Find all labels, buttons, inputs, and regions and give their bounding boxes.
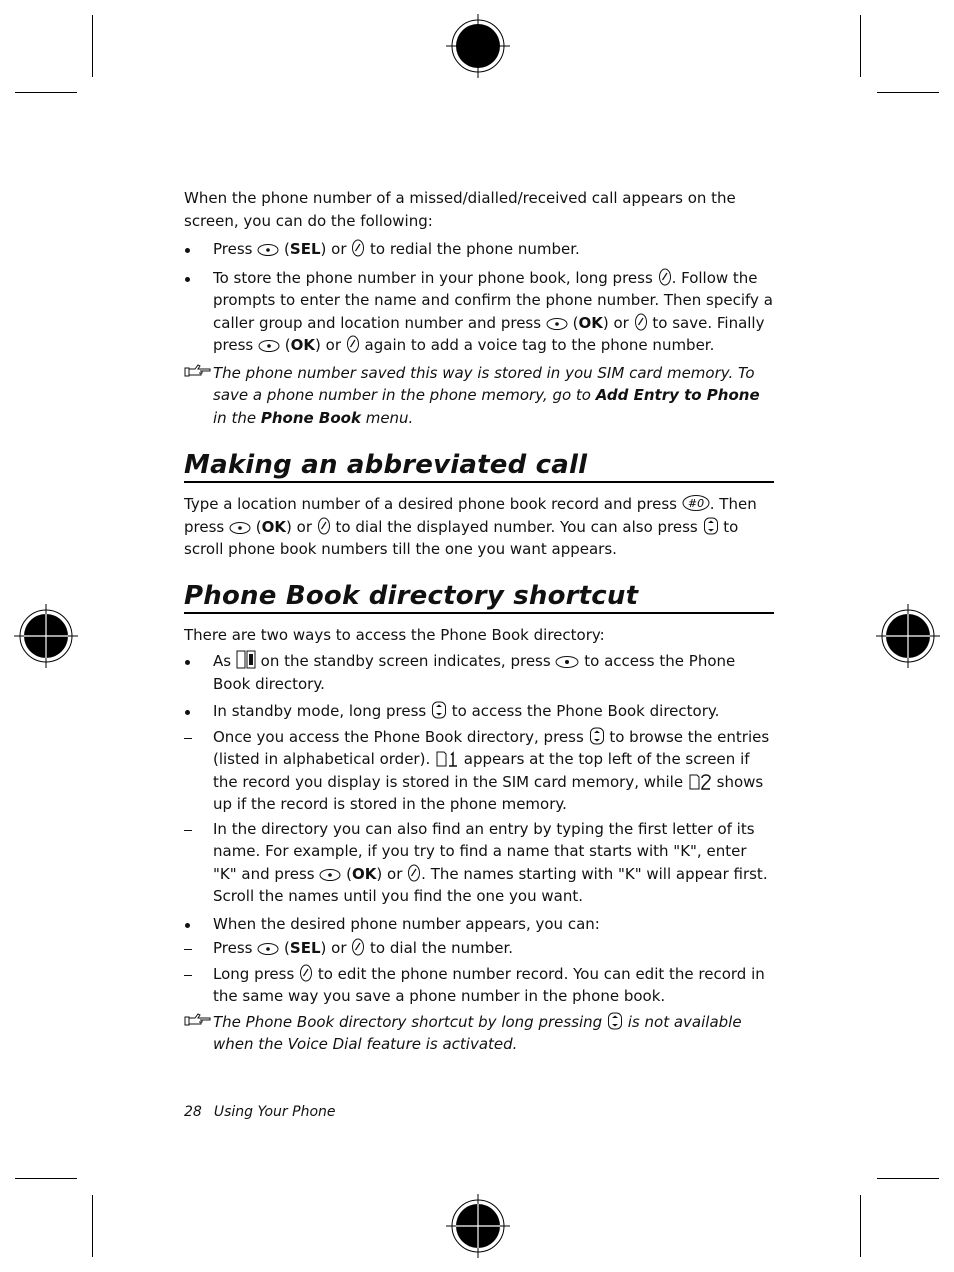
soft-key-icon (546, 317, 568, 331)
text: to access the Phone Book directory. (451, 702, 720, 720)
text: ( (284, 240, 290, 258)
registration-mark-icon (446, 1194, 510, 1258)
crop-mark (92, 1195, 93, 1257)
list-item (184, 726, 774, 816)
soft-key-icon (229, 521, 251, 535)
text: In standby mode, long press (213, 702, 427, 720)
text: to dial the number. (370, 939, 514, 957)
page-number: 28 (184, 1104, 202, 1120)
list-item (184, 700, 774, 723)
crop-mark (860, 1195, 861, 1257)
text: ) or (602, 313, 629, 332)
section-heading: Phone Book directory shortcut (184, 580, 774, 614)
section-paragraph: There are two ways to access the Phone Book directory: (184, 625, 605, 644)
note-hand-icon (184, 1012, 212, 1028)
scroll-key-icon (607, 1012, 623, 1030)
send-key-icon (346, 335, 360, 353)
text: is not available when the Voice Dial feature is activated. (213, 1012, 742, 1053)
page-footer (184, 1104, 336, 1120)
soft-key-icon (258, 339, 280, 353)
crop-mark (92, 15, 93, 77)
list-item (184, 267, 774, 357)
scroll-key-icon (431, 701, 447, 719)
text: Press (213, 240, 253, 258)
text: ) or (286, 517, 312, 536)
text: The phone number saved this way is stored in you SIM card memory. To save a phone number in the phone memory, go to (213, 363, 755, 404)
list-item (184, 913, 774, 936)
scroll-key-icon (589, 727, 605, 745)
soft-key-icon (319, 868, 341, 882)
phone-memory-icon (688, 772, 712, 790)
text: The Phone Book directory shortcut by long pressing (213, 1012, 603, 1031)
text: shows up if the record is stored in the phone memory. (213, 772, 764, 813)
crop-mark (15, 1178, 77, 1179)
text: Type a location number of a desired phone book record and press (184, 495, 677, 513)
text: Press (213, 939, 253, 957)
ok-label: OK (352, 864, 377, 883)
text: appears at the top left of the screen if the record you display is stored in the SIM card memory, while (213, 750, 750, 791)
svg-text:#0: #0 (687, 497, 704, 510)
list-item (184, 650, 774, 695)
text: As (213, 652, 232, 670)
text: . The names starting with "K" will appear first. Scroll the names until you find the one you want. (213, 864, 768, 905)
hash-key-icon (682, 494, 710, 512)
text: again to add a voice tag to the phone number. (364, 336, 715, 354)
text: ) or (315, 336, 341, 354)
text: . Follow the prompts to enter the name and confirm the phone number. Then specify a caller group and location number and press (213, 268, 773, 332)
text: ( (346, 864, 353, 883)
crop-mark (15, 92, 77, 93)
soft-key-icon (257, 942, 279, 956)
crop-mark (877, 92, 939, 93)
list-item (184, 238, 774, 261)
sel-label: SEL (289, 240, 321, 258)
send-key-icon (407, 864, 421, 882)
text: to save. Finally press (213, 313, 765, 354)
text: ) or (320, 240, 347, 258)
send-key-icon (351, 239, 365, 257)
text: in the (213, 408, 257, 427)
section-heading: Making an abbreviated call (184, 449, 774, 483)
send-key-icon (299, 964, 313, 982)
text: To store the phone number in your phone book, long press (213, 268, 653, 287)
note-marker (184, 363, 213, 386)
menu-ref: Phone Book (260, 408, 361, 427)
text: ) or (376, 864, 403, 883)
sim-memory-icon (435, 749, 459, 767)
registration-mark-icon (446, 14, 510, 78)
note (184, 362, 774, 430)
note-hand-icon (184, 363, 212, 379)
ok-label: OK (578, 313, 603, 332)
list-item (184, 937, 774, 960)
text: ( (284, 336, 291, 354)
running-footer: Using Your Phone (213, 1104, 336, 1120)
note-marker (184, 1012, 213, 1035)
text: ) or (320, 939, 347, 957)
text: to edit the phone number record. You can edit the record in the same way you save a phone number in the phone book. (213, 964, 765, 1005)
crop-mark (860, 15, 861, 77)
crop-mark (877, 1178, 939, 1179)
send-key-icon (351, 938, 365, 956)
note (184, 1011, 774, 1056)
text: Once you access the Phone Book directory, press (213, 727, 584, 746)
ok-label: OK (261, 517, 287, 536)
text: to scroll phone book numbers till the one you want appears. (184, 517, 739, 558)
send-key-icon (658, 268, 672, 286)
send-key-icon (317, 517, 331, 535)
section-paragraph (184, 493, 774, 561)
sel-label: SEL (289, 939, 321, 957)
text: ( (572, 313, 579, 332)
send-key-icon (634, 313, 648, 331)
registration-mark-icon (14, 604, 78, 668)
text: ( (284, 939, 290, 957)
list-item (184, 963, 774, 1008)
registration-mark-icon (876, 604, 940, 668)
ok-label: OK (290, 336, 316, 354)
text: on the standby screen indicates, press (260, 652, 551, 670)
text: to dial the displayed number. You can also press (335, 517, 698, 536)
phonebook-status-icon (236, 650, 256, 669)
menu-item-ref: Add Entry to Phone (595, 386, 760, 404)
scroll-key-icon (703, 517, 719, 535)
menu-key-icon (555, 655, 579, 669)
text: menu. (365, 408, 414, 427)
page-content (184, 187, 774, 1056)
text: to browse the entries (listed in alphabetical order). (213, 727, 770, 768)
text: . Then press (184, 495, 757, 536)
text: to access the Phone Book directory. (213, 652, 736, 693)
intro-paragraph: When the phone number of a missed/dialled/received call appears on the screen, you can do the following: (184, 189, 736, 230)
text: to redial the phone number. (370, 240, 580, 258)
text: ( (255, 517, 262, 536)
soft-key-icon (257, 243, 279, 257)
text: Long press (213, 964, 295, 983)
text: When the desired phone number appears, you can: (213, 914, 600, 933)
list-item (184, 818, 774, 908)
text: In the directory you can also find an entry by typing the first letter of its name. For example, if you try to find a name that starts with "K", enter "K" and press (213, 819, 755, 883)
